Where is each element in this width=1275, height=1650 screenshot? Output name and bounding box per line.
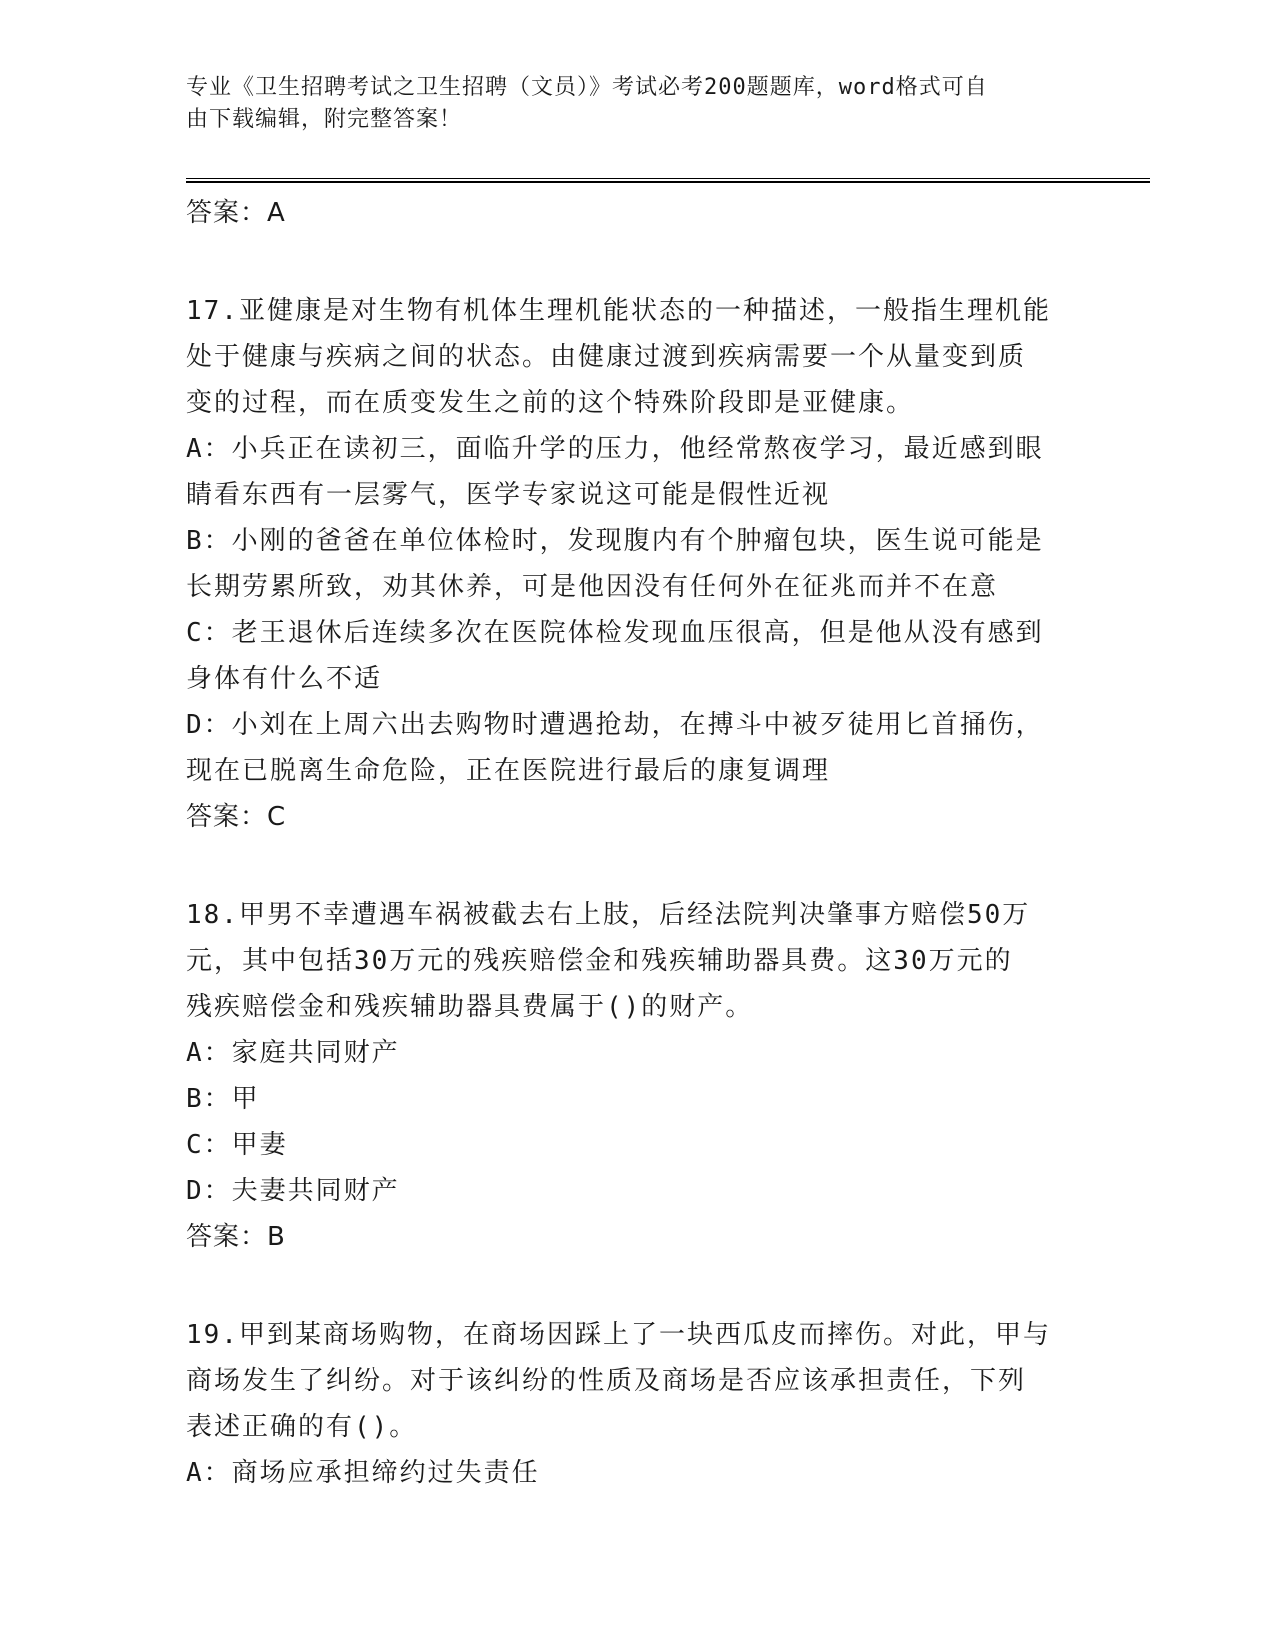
answer-q18: 答案：B	[186, 1222, 286, 1252]
question-17-option-d: D：小刘在上周六出去购物时遭遇抢劫，在搏斗中被歹徒用匕首捅伤， 现在已脱离生命危险，正在医院进行最后的康复调理	[186, 710, 1044, 786]
question-spacer	[186, 236, 1066, 288]
document-body	[186, 186, 1066, 1496]
question-19-stem: 19.甲到某商场购物，在商场因踩上了一块西瓜皮而摔伤。对此，甲与 商场发生了纠纷。对于该纠纷的性质及商场是否应该承担责任，下列 表述正确的有()。	[186, 1320, 1051, 1442]
question-17-stem: 17.亚健康是对生物有机体生理机能状态的一种描述，一般指生理机能 处于健康与疾病之间的状态。由健康过渡到疾病需要一个从量变到质 变的过程，而在质变发生之前的这个特殊阶段即是亚健康。	[186, 296, 1051, 418]
question-18-stem: 18.甲男不幸遭遇车祸被截去右上肢，后经法院判决肇事方赔偿50万 元，其中包括30万元的残疾赔偿金和残疾辅助器具费。这30万元的 残疾赔偿金和残疾辅助器具费属于()的财产。	[186, 900, 1031, 1022]
question-18	[186, 892, 1066, 1260]
header-divider-thick	[186, 181, 1150, 183]
question-18-option-a: A：家庭共同财产	[186, 1038, 400, 1068]
question-18-option-d: D：夫妻共同财产	[186, 1176, 400, 1206]
answer-q16: 答案：A	[186, 198, 286, 228]
question-17	[186, 288, 1066, 840]
question-18-option-c: C：甲妻	[186, 1130, 288, 1160]
header-divider-thin	[186, 178, 1150, 179]
document-header: 专业《卫生招聘考试之卫生招聘（文员）》考试必考200题题库，word格式可自 由下载编辑，附完整答案！	[186, 75, 988, 132]
question-17-option-b: B：小刚的爸爸在单位体检时，发现腹内有个肿瘤包块，医生说可能是 长期劳累所致，劝其休养，可是他因没有任何外在征兆而并不在意	[186, 526, 1044, 602]
question-19	[186, 1312, 1066, 1496]
question-spacer	[186, 1260, 1066, 1312]
answer-q17: 答案：C	[186, 802, 287, 832]
question-17-option-a: A：小兵正在读初三，面临升学的压力，他经常熬夜学习，最近感到眼 睛看东西有一层雾气，医学专家说这可能是假性近视	[186, 434, 1044, 510]
question-17-option-c: C：老王退休后连续多次在医院体检发现血压很高，但是他从没有感到 身体有什么不适	[186, 618, 1044, 694]
question-spacer	[186, 840, 1066, 892]
question-18-option-b: B：甲	[186, 1084, 260, 1114]
question-19-option-a: A：商场应承担缔约过失责任	[186, 1458, 540, 1488]
